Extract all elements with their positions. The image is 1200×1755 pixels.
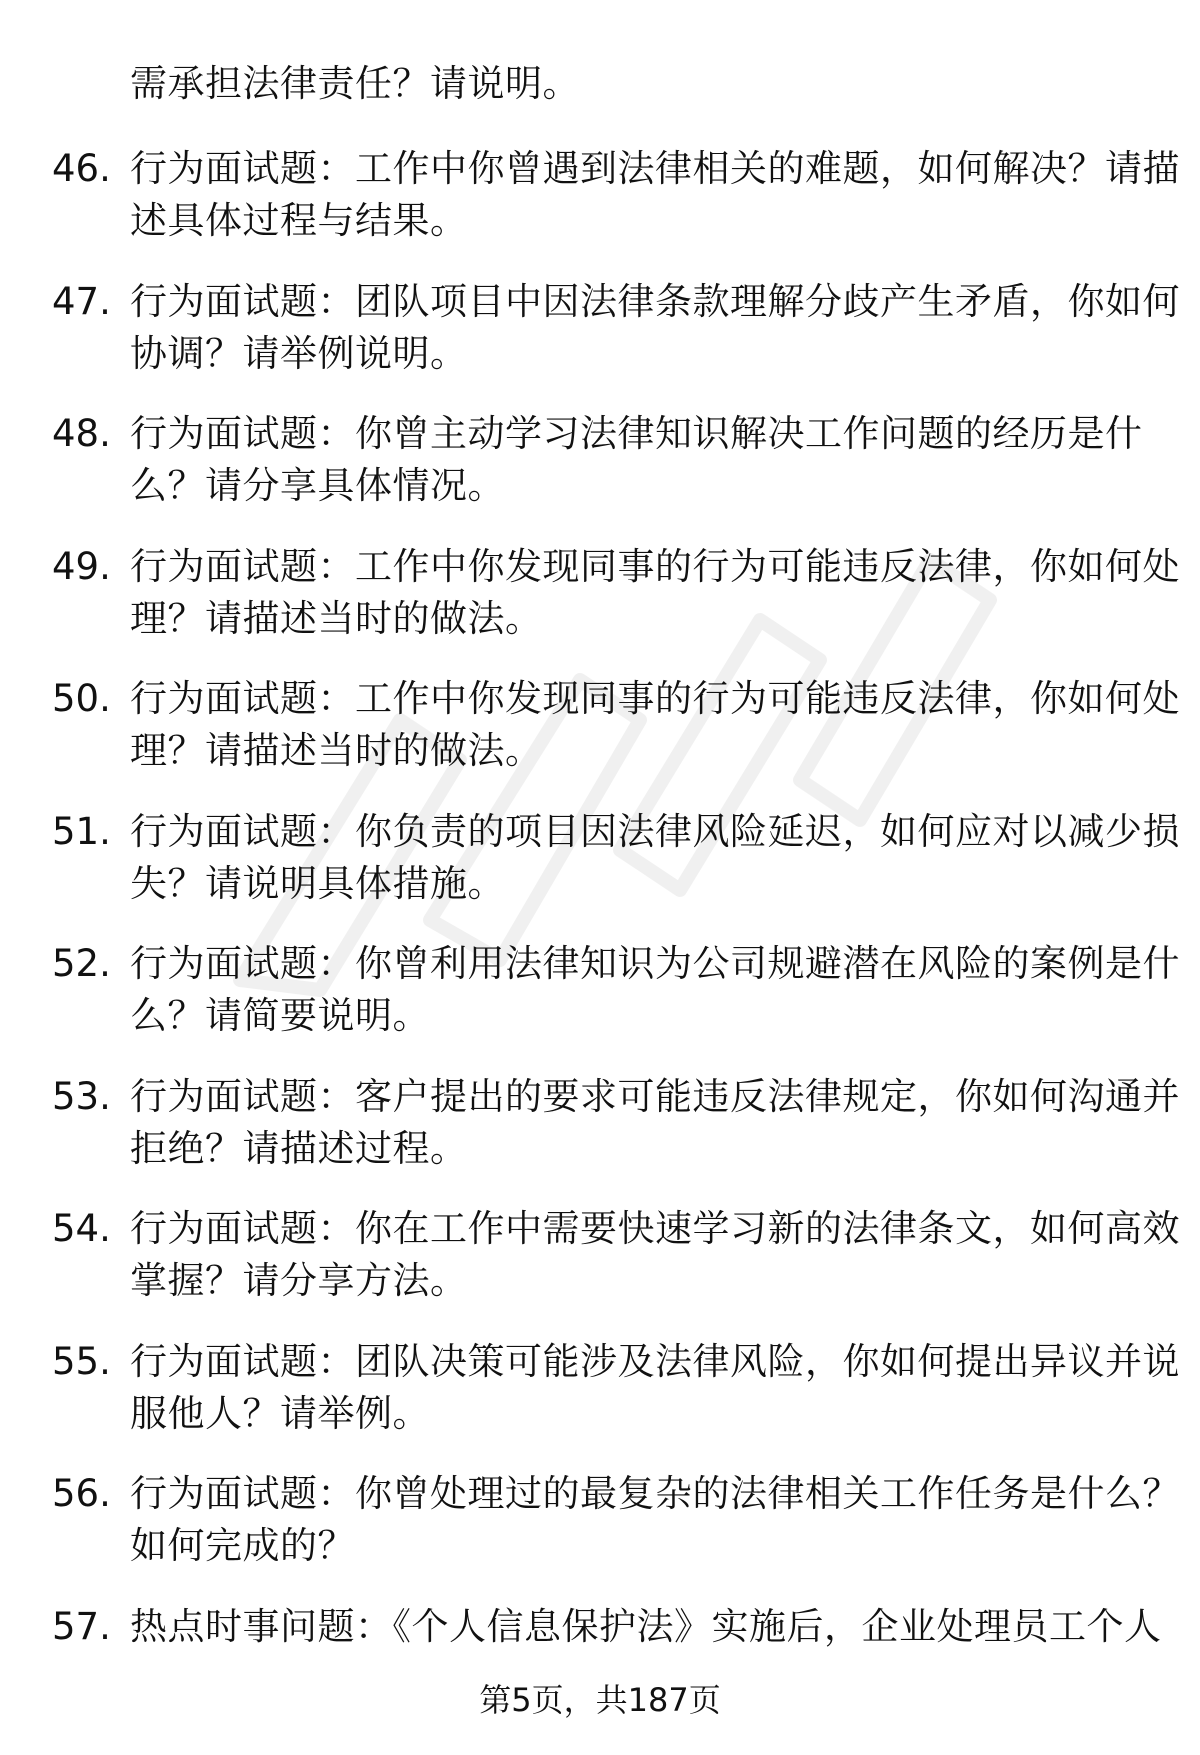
item-text-line2: 协调？请举例说明。 bbox=[130, 331, 468, 375]
item-text-line1: 热点时事问题：《个人信息保护法》实施后，企业处理员工个人 bbox=[130, 1604, 1162, 1648]
list-item bbox=[0, 143, 1200, 276]
item-text-line1: 行为面试题：团队决策可能涉及法律风险，你如何提出异议并说 bbox=[130, 1339, 1180, 1383]
item-text-line1: 行为面试题：你在工作中需要快速学习新的法律条文，如何高效 bbox=[130, 1207, 1180, 1250]
list-item bbox=[0, 1071, 1200, 1204]
list-item bbox=[0, 1336, 1200, 1469]
item-text-line2: 理？请描述当时的做法。 bbox=[130, 596, 543, 640]
item-text-line1: 行为面试题：你曾利用法律知识为公司规避潜在风险的案例是什 bbox=[130, 942, 1180, 985]
item-number: 47. bbox=[52, 279, 111, 323]
item-number: 48. bbox=[52, 412, 111, 455]
item-number: 52. bbox=[52, 942, 111, 985]
item-text-line1: 行为面试题：工作中你发现同事的行为可能违反法律，你如何处 bbox=[130, 677, 1180, 720]
item-text-line1: 行为面试题：你曾处理过的最复杂的法律相关工作任务是什么？ bbox=[130, 1472, 1180, 1515]
item-text-line1: 行为面试题：你负责的项目因法律风险延迟，如何应对以减少损 bbox=[130, 809, 1180, 853]
list-item bbox=[0, 806, 1200, 939]
question-list bbox=[0, 143, 1200, 1733]
item-text-line1: 行为面试题：你曾主动学习法律知识解决工作问题的经历是什 bbox=[130, 412, 1143, 455]
item-number: 55. bbox=[52, 1339, 111, 1383]
list-item bbox=[0, 673, 1200, 806]
item-text-line2: 么？请简要说明。 bbox=[130, 994, 430, 1037]
item-text-line1: 行为面试题：团队项目中因法律条款理解分歧产生矛盾，你如何 bbox=[130, 279, 1180, 323]
item-text-line2: 拒绝？请描述过程。 bbox=[130, 1126, 468, 1170]
item-text-line1: 行为面试题：工作中你曾遇到法律相关的难题，如何解决？请描 bbox=[130, 147, 1180, 190]
item-text-line2: 理？请描述当时的做法。 bbox=[130, 729, 543, 772]
item-number: 49. bbox=[52, 544, 111, 588]
item-number: 51. bbox=[52, 809, 111, 853]
item-text-line1: 行为面试题：工作中你发现同事的行为可能违反法律，你如何处 bbox=[130, 544, 1180, 588]
list-item bbox=[0, 1203, 1200, 1336]
list-item bbox=[0, 276, 1200, 409]
item-number: 46. bbox=[52, 147, 111, 190]
item-number: 56. bbox=[52, 1472, 111, 1515]
item-text-line2: 掌握？请分享方法。 bbox=[130, 1259, 468, 1302]
list-item bbox=[0, 1468, 1200, 1601]
item-text-line2: 服他人？请举例。 bbox=[130, 1391, 430, 1435]
list-item bbox=[0, 408, 1200, 541]
item-text-line2: 述具体过程与结果。 bbox=[130, 199, 468, 242]
item-number: 53. bbox=[52, 1074, 111, 1118]
item-text-line2: 么？请分享具体情况。 bbox=[130, 464, 505, 507]
item-number: 54. bbox=[52, 1207, 111, 1250]
list-item bbox=[0, 938, 1200, 1071]
continuation-line: 需承担法律责任？请说明。 bbox=[130, 62, 580, 105]
list-item bbox=[0, 541, 1200, 674]
item-text-line2: 如何完成的？ bbox=[130, 1524, 355, 1567]
item-number: 50. bbox=[52, 677, 111, 720]
item-text-line2: 失？请说明具体措施。 bbox=[130, 861, 505, 905]
item-text-line1: 行为面试题：客户提出的要求可能违反法律规定，你如何沟通并 bbox=[130, 1074, 1180, 1118]
page-number-footer: 第5页，共187页 bbox=[479, 1681, 721, 1719]
item-number: 57. bbox=[52, 1604, 111, 1648]
